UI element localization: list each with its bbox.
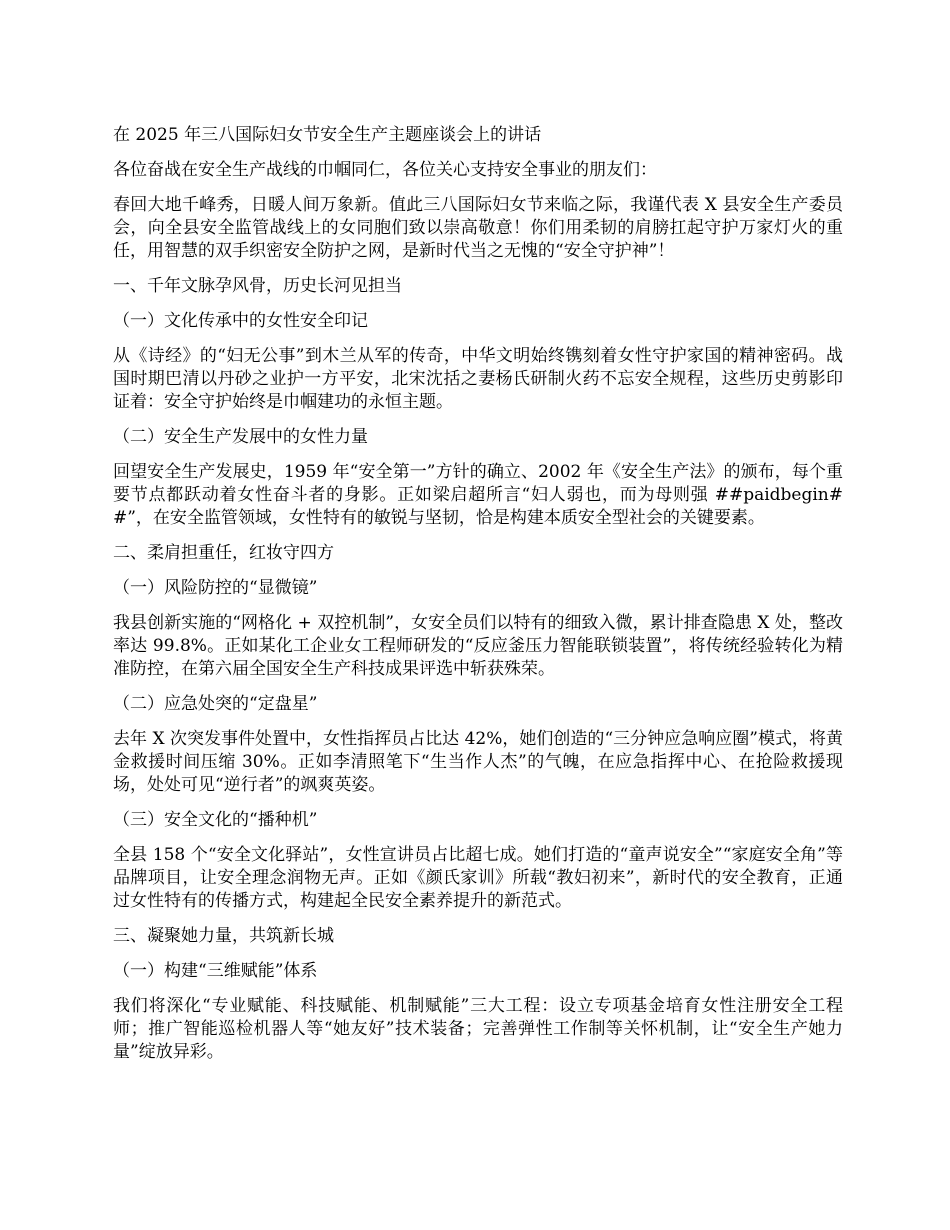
subsection-heading: （一）文化传承中的女性安全印记 — [113, 311, 368, 331]
body-paragraph: 从《诗经》的“妇无公事”到木兰从军的传奇，中华文明始终镌刻着女性守护家国的精神密码。战国时期巴清以丹砂之业护一方平安，北宋沈括之妻杨氏研制火药不忘安全规程，这些历史剪影印证着：安全守护始终是巾帼建功的永恒主题。 — [113, 346, 843, 412]
section-heading: 二、柔肩担重任，红妆守四方 — [113, 543, 334, 563]
body-paragraph: 春回大地千峰秀，日暖人间万象新。值此三八国际妇女节来临之际，我谨代表 X 县安全生产委员会，向全县安全监管战线上的女同胞们致以崇高敬意！你们用柔韧的肩膀扛起守护万家灯火的重任，用智慧的双手织密安全防护之网，是新时代当之无愧的“安全守护神”！ — [113, 195, 843, 261]
subsection-heading: （二）安全生产发展中的女性力量 — [113, 427, 368, 447]
body-paragraph: 我县创新实施的“网格化 + 双控机制”，女安全员们以特有的细致入微，累计排查隐患 X 处，整改率达 99.8%。正如某化工企业女工程师研发的“反应釜压力智能联锁装置”，将传统经验转化为精准防控，在第六届全国安全生产科技成果评选中斩获殊荣。 — [113, 613, 843, 679]
subsection-heading: （三）安全文化的“播种机” — [113, 810, 318, 830]
subsection-heading: （一）构建“三维赋能”体系 — [113, 961, 318, 981]
document-title: 在 2025 年三八国际妇女节安全生产主题座谈会上的讲话 — [113, 125, 542, 145]
section-heading: 三、凝聚她力量，共筑新长城 — [113, 926, 334, 946]
body-paragraph: 全县 158 个“安全文化驿站”，女性宣讲员占比超七成。她们打造的“童声说安全”“家庭安全角”等品牌项目，让安全理念润物无声。正如《颜氏家训》所载“教妇初来”，新时代的安全教育，正通过女性特有的传播方式，构建起全民安全素养提升的新范式。 — [113, 845, 843, 911]
subsection-heading: （二）应急处突的“定盘星” — [113, 694, 318, 714]
section-heading: 一、千年文脉孕风骨，历史长河见担当 — [113, 276, 402, 296]
body-paragraph: 回望安全生产发展史，1959 年“安全第一”方针的确立、2002 年《安全生产法》的颁布，每个重要节点都跃动着女性奋斗者的身影。正如梁启超所言“妇人弱也，而为母则强 ##paidbegin##”，在安全监管领域，女性特有的敏锐与坚韧，恰是构建本质安全型社会的关键要素。 — [113, 462, 843, 528]
document-page — [113, 124, 843, 1076]
body-paragraph: 我们将深化“专业赋能、科技赋能、机制赋能”三大工程：设立专项基金培育女性注册安全工程师；推广智能巡检机器人等“她友好”技术装备；完善弹性工作制等关怀机制，让“安全生产她力量”绽放异彩。 — [113, 996, 843, 1062]
subsection-heading: （一）风险防控的“显微镜” — [113, 578, 318, 598]
body-paragraph: 去年 X 次突发事件处置中，女性指挥员占比达 42%，她们创造的“三分钟应急响应圈”模式，将黄金救援时间压缩 30%。正如李清照笔下“生当作人杰”的气魄，在应急指挥中心、在抢险救援现场，处处可见“逆行者”的飒爽英姿。 — [113, 729, 843, 795]
salutation: 各位奋战在安全生产战线的巾帼同仁，各位关心支持安全事业的朋友们： — [113, 160, 657, 180]
